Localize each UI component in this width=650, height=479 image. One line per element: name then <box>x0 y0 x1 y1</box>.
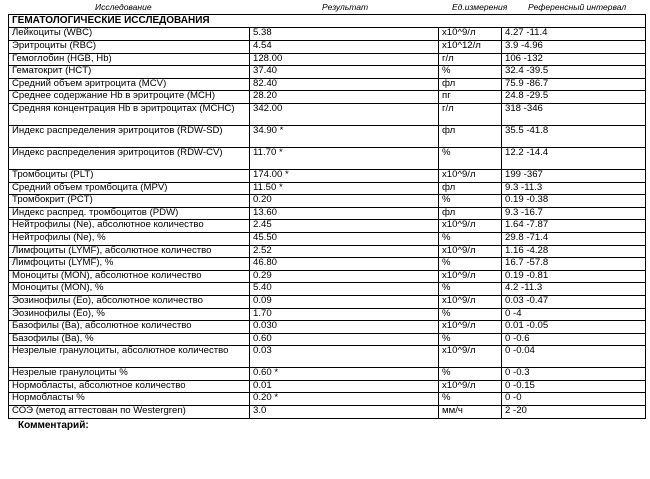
table-row <box>9 91 646 104</box>
test-unit: фл <box>439 125 502 147</box>
table-row <box>9 232 646 245</box>
test-result: 1.70 <box>250 308 439 321</box>
table-row <box>9 245 646 258</box>
test-result: 0.29 <box>250 270 439 283</box>
test-unit: г/л <box>439 53 502 66</box>
test-name: Лейкоциты (WBC) <box>9 28 250 41</box>
test-reference: 318 -346 <box>502 103 646 125</box>
table-row <box>9 169 646 182</box>
header-result: Результат <box>322 2 369 12</box>
test-name: Нейтрофилы (Ne), % <box>9 232 250 245</box>
test-result: 174.00 * <box>250 169 439 182</box>
test-unit: % <box>439 393 502 406</box>
table-row <box>9 321 646 334</box>
header-reference: Референсный интервал <box>528 2 627 12</box>
test-unit: x10^9/л <box>439 346 502 368</box>
test-reference: 35.5 -41.8 <box>502 125 646 147</box>
test-name: Эритроциты (RBC) <box>9 41 250 54</box>
test-name: СОЭ (метод аттестован по Westergren) <box>9 406 250 419</box>
test-name: Незрелые гранулоциты % <box>9 368 250 381</box>
test-name: Средний объем тромбоцита (MPV) <box>9 182 250 195</box>
test-name: Средняя концентрация Hb в эритроцитах (MCHC) <box>9 103 250 125</box>
test-reference: 9.3 -11.3 <box>502 182 646 195</box>
test-unit: x10^9/л <box>439 295 502 308</box>
test-name: Гематокрит (HCT) <box>9 66 250 79</box>
table-row <box>9 380 646 393</box>
table-row <box>9 207 646 220</box>
test-reference: 1.16 -4.28 <box>502 245 646 258</box>
test-name: Моноциты (MON), % <box>9 283 250 296</box>
table-row <box>9 368 646 381</box>
table-row <box>9 333 646 346</box>
test-name: Незрелые гранулоциты, абсолютное количество <box>9 346 250 368</box>
test-unit: % <box>439 258 502 271</box>
section-row <box>9 15 646 28</box>
test-unit: x10^12/л <box>439 41 502 54</box>
test-unit: % <box>439 66 502 79</box>
test-reference: 4.27 -11.4 <box>502 28 646 41</box>
table-row <box>9 283 646 296</box>
table-row <box>9 78 646 91</box>
test-name: Тромбоциты (PLT) <box>9 169 250 182</box>
test-unit: % <box>439 195 502 208</box>
test-result: 2.45 <box>250 220 439 233</box>
test-unit: x10^9/л <box>439 169 502 182</box>
test-reference: 29.8 -71.4 <box>502 232 646 245</box>
table-row <box>9 308 646 321</box>
test-name: Лимфоциты (LYMF), абсолютное количество <box>9 245 250 258</box>
table-row <box>9 195 646 208</box>
test-result: 13.60 <box>250 207 439 220</box>
table-row <box>9 41 646 54</box>
table-row <box>9 147 646 169</box>
test-result: 0.60 * <box>250 368 439 381</box>
test-unit: % <box>439 232 502 245</box>
table-row <box>9 182 646 195</box>
test-unit: пг <box>439 91 502 104</box>
test-unit: фл <box>439 182 502 195</box>
header-unit: Ед.измерения <box>452 2 508 12</box>
test-result: 5.40 <box>250 283 439 296</box>
test-reference: 0.19 -0.38 <box>502 195 646 208</box>
test-name: Нормобласты, абсолютное количество <box>9 380 250 393</box>
test-unit: x10^9/л <box>439 245 502 258</box>
test-result: 0.03 <box>250 346 439 368</box>
test-unit: x10^9/л <box>439 220 502 233</box>
test-reference: 12.2 -14.4 <box>502 147 646 169</box>
test-reference: 1.64 -7.87 <box>502 220 646 233</box>
test-reference: 24.8 -29.5 <box>502 91 646 104</box>
test-result: 82.40 <box>250 78 439 91</box>
test-name: Тромбокрит (PCT) <box>9 195 250 208</box>
test-unit: г/л <box>439 103 502 125</box>
test-unit: x10^9/л <box>439 380 502 393</box>
table-row <box>9 406 646 419</box>
test-name: Нормобласты % <box>9 393 250 406</box>
test-result: 46.80 <box>250 258 439 271</box>
test-unit: % <box>439 308 502 321</box>
test-name: Моноциты (MON), абсолютное количество <box>9 270 250 283</box>
test-result: 0.030 <box>250 321 439 334</box>
test-name: Средний объем эритроцита (MCV) <box>9 78 250 91</box>
test-result: 3.0 <box>250 406 439 419</box>
test-unit: x10^9/л <box>439 28 502 41</box>
test-reference: 106 -132 <box>502 53 646 66</box>
test-reference: 4.2 -11.3 <box>502 283 646 296</box>
test-name: Базофилы (Ba), % <box>9 333 250 346</box>
table-row <box>9 258 646 271</box>
test-name: Индекс распред. тромбоцитов (PDW) <box>9 207 250 220</box>
table-row <box>9 270 646 283</box>
test-result: 37.40 <box>250 66 439 79</box>
table-row <box>9 346 646 368</box>
table-row <box>9 393 646 406</box>
test-unit: % <box>439 333 502 346</box>
test-name: Нейтрофилы (Ne), абсолютное количество <box>9 220 250 233</box>
test-unit: % <box>439 283 502 296</box>
header-test: Исследование <box>95 2 152 12</box>
test-result: 11.70 * <box>250 147 439 169</box>
table-row <box>9 295 646 308</box>
test-unit: x10^9/л <box>439 270 502 283</box>
test-reference: 32.4 -39.5 <box>502 66 646 79</box>
comment-label: Комментарий: <box>18 419 89 431</box>
test-reference: 16.7 -57.8 <box>502 258 646 271</box>
test-name: Лимфоциты (LYMF), % <box>9 258 250 271</box>
test-result: 0.60 <box>250 333 439 346</box>
test-reference: 0 -4 <box>502 308 646 321</box>
test-name: Индекс распределения эритроцитов (RDW-CV) <box>9 147 250 169</box>
test-result: 4.54 <box>250 41 439 54</box>
column-header-row <box>0 0 650 14</box>
test-reference: 0 -0.6 <box>502 333 646 346</box>
test-name: Эозинофилы (Eo), % <box>9 308 250 321</box>
table-row <box>9 103 646 125</box>
test-unit: x10^9/л <box>439 321 502 334</box>
test-unit: фл <box>439 78 502 91</box>
test-result: 0.20 * <box>250 393 439 406</box>
section-title: ГЕМАТОЛОГИЧЕСКИЕ ИССЛЕДОВАНИЯ <box>9 15 646 28</box>
test-reference: 9.3 -16.7 <box>502 207 646 220</box>
test-name: Эозинофилы (Eo), абсолютное количество <box>9 295 250 308</box>
test-unit: фл <box>439 207 502 220</box>
test-reference: 0.01 -0.05 <box>502 321 646 334</box>
test-unit: % <box>439 368 502 381</box>
test-result: 128.00 <box>250 53 439 66</box>
test-reference: 0 -0 <box>502 393 646 406</box>
test-reference: 0.03 -0.47 <box>502 295 646 308</box>
test-result: 2.52 <box>250 245 439 258</box>
test-result: 342.00 <box>250 103 439 125</box>
test-unit: мм/ч <box>439 406 502 419</box>
test-name: Среднее содержание Hb в эритроците (MCH) <box>9 91 250 104</box>
table-row <box>9 66 646 79</box>
test-result: 5.38 <box>250 28 439 41</box>
test-reference: 0 -0.15 <box>502 380 646 393</box>
test-result: 11.50 * <box>250 182 439 195</box>
test-unit: % <box>439 147 502 169</box>
test-name: Индекс распределения эритроцитов (RDW-SD) <box>9 125 250 147</box>
test-result: 34.90 * <box>250 125 439 147</box>
test-reference: 2 -20 <box>502 406 646 419</box>
table-row <box>9 53 646 66</box>
test-result: 0.20 <box>250 195 439 208</box>
test-result: 28.20 <box>250 91 439 104</box>
test-result: 0.09 <box>250 295 439 308</box>
test-result: 45.50 <box>250 232 439 245</box>
test-reference: 75.9 -86.7 <box>502 78 646 91</box>
test-name: Гемоглобин (HGB, Hb) <box>9 53 250 66</box>
table-row <box>9 220 646 233</box>
test-reference: 0 -0.3 <box>502 368 646 381</box>
test-reference: 199 -367 <box>502 169 646 182</box>
test-name: Базофилы (Ba), абсолютное количество <box>9 321 250 334</box>
test-reference: 0 -0.04 <box>502 346 646 368</box>
table-row <box>9 28 646 41</box>
test-reference: 3.9 -4.96 <box>502 41 646 54</box>
results-table <box>8 14 646 419</box>
table-row <box>9 125 646 147</box>
test-result: 0.01 <box>250 380 439 393</box>
test-reference: 0.19 -0.81 <box>502 270 646 283</box>
